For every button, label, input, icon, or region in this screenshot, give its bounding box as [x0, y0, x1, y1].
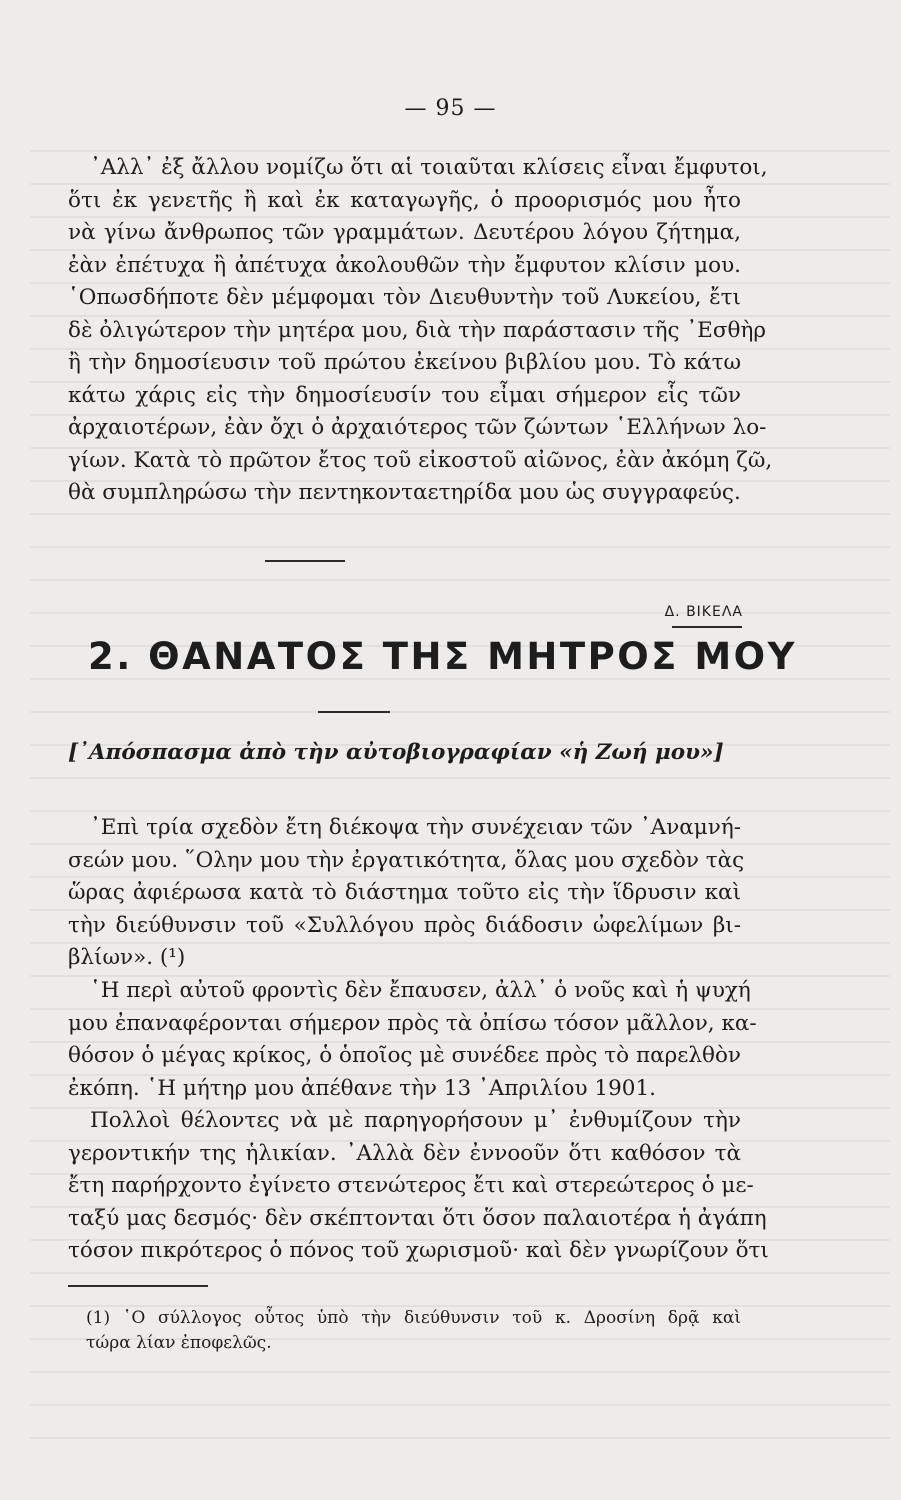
- text-line: γεροντικήν της ἡλικίαν. ᾿Αλλὰ δὲν ἐννοοῦν ὅτι καθόσον τὰ: [68, 1140, 741, 1166]
- text-line: ῾Οπωσδήποτε δὲν μέμφομαι τὸν Διευθυντὴν τοῦ Λυκείου, ἔτι: [68, 285, 741, 310]
- text-line: ἔτη παρήρχοντο ἐγίνετο στενώτερος ἔτι καὶ στερεώτερος ὁ με-: [68, 1173, 754, 1198]
- text-line: ὥρας ἀφιέρωσα κατὰ τὸ διάστημα τοῦτο εἰς τὴν ἵδρυσιν καὶ: [68, 880, 741, 905]
- text-line: ἐκόπη. ῾Η μήτηρ μου ἀπέθανε τὴν 13 ᾿Απριλίου 1901.: [68, 1075, 656, 1101]
- text-line: ῾Η περὶ αὐτοῦ φροντὶς δὲν ἔπαυσεν, ἀλλ᾿ ὁ νοῦς καὶ ἡ ψυχή: [90, 978, 751, 1003]
- text-line: γίων. Κατὰ τὸ πρῶτον ἔτος τοῦ εἰκοστοῦ αἰῶνος, ἐὰν ἀκόμη ζῶ,: [68, 447, 773, 473]
- paragraph-3: [68, 975, 757, 1105]
- text-line: νὰ γίνω ἄνθρωπος τῶν γραμμάτων. Δευτέρου λόγου ζήτημα,: [68, 220, 741, 245]
- paragraph-2: [68, 812, 745, 975]
- text-line: ἀρχαιοτέρων, ἐὰν ὄχι ὁ ἀρχαιότερος τῶν ζώντων ῾Ελλήνων λο-: [68, 415, 767, 440]
- text-line: τόσον πικρότερος ὁ πόνος τοῦ χωρισμοῦ· καὶ δὲν γνωρίζουν ὅτι: [68, 1238, 769, 1263]
- chapter-subtitle: [᾿Απόσπασμα ἀπὸ τὴν αὐτοβιογραφίαν «ἡ Ζωή μου»]: [68, 740, 724, 765]
- text-line: θόσον ὁ μέγας κρίκος, ὁ ὁποῖος μὲ συνέδεε πρὸς τὸ παρελθὸν: [68, 1043, 741, 1068]
- chapter-title: 2. ΘΑΝΑΤΟΣ ΤΗΣ ΜΗΤΡΟΣ ΜΟΥ: [88, 635, 797, 678]
- section-separator: [265, 560, 345, 562]
- text-line: τὴν διεύθυνσιν τοῦ «Συλλόγου πρὸς διάδοσιν ὠφελίμων βι-: [68, 912, 741, 938]
- footnote-line: τώρα λίαν ἐποφελῶς.: [86, 1333, 272, 1353]
- text-line: ταξύ μας δεσμός· δὲν σκέπτονται ὅτι ὅσον παλαιοτέρα ἡ ἀγάπη: [68, 1205, 767, 1231]
- text-line: ᾿Αλλ᾿ ἐξ ἄλλου νομίζω ὅτι αἱ τοιαῦται κλίσεις εἶναι ἔμφυτοι,: [90, 155, 768, 180]
- text-line: σεών μου. ῞Ολην μου τὴν ἐργατικότητα, ὅλας μου σχεδὸν τὰς: [68, 847, 745, 873]
- footnote-line: (1) ῾Ο σύλλογος οὗτος ὑπὸ τὴν διεύθυνσιν τοῦ κ. Δροσίνη δρᾷ καὶ: [86, 1308, 741, 1328]
- paragraph-4: [68, 1105, 769, 1268]
- page-number: — 95 —: [404, 96, 497, 121]
- footnote: [86, 1306, 741, 1356]
- footnote-rule: [68, 1285, 208, 1287]
- author-name: Δ. ΒΙΚΕΛΑ: [664, 604, 743, 620]
- title-rule: [318, 711, 390, 713]
- text-line: ἐὰν ἐπέτυχα ἢ ἀπέτυχα ἀκολουθῶν τὴν ἔμφυτον κλίσιν μου.: [68, 252, 741, 278]
- text-line: ᾿Επὶ τρία σχεδὸν ἔτη διέκοψα τὴν συνέχειαν τῶν ᾿Αναμνή-: [90, 815, 741, 840]
- author-underline: [672, 626, 742, 628]
- text-line: δὲ ὀλιγώτερον τὴν μητέρα μου, διὰ τὴν παράστασιν τῆς ᾿Εσθὴρ: [68, 317, 766, 343]
- text-line: θὰ συμπληρώσω τὴν πεντηκονταετηρίδα μου ὡς συγγραφεύς.: [68, 480, 741, 505]
- text-line: Πολλοὶ θέλοντες νὰ μὲ παρηγορήσουν μ᾿ ἐνθυμίζουν τὴν: [90, 1108, 741, 1133]
- text-line: κάτω χάρις εἰς τὴν δημοσίευσίν του εἶμαι σήμερον εἷς τῶν: [68, 382, 741, 408]
- text-line: ἢ τὴν δημοσίευσιν τοῦ πρώτου ἐκείνου βιβλίου μου. Τὸ κάτω: [68, 350, 741, 375]
- text-line: βλίων». (¹): [68, 945, 186, 970]
- paragraph-1: [68, 152, 773, 510]
- text-line: μου ἐπαναφέρονται σήμερον πρὸς τὰ ὀπίσω τόσον μᾶλλον, κα-: [68, 1010, 757, 1036]
- text-line: ὅτι ἐκ γενετῆς ἢ καὶ ἐκ καταγωγῆς, ὁ προορισμός μου ἦτο: [68, 187, 741, 213]
